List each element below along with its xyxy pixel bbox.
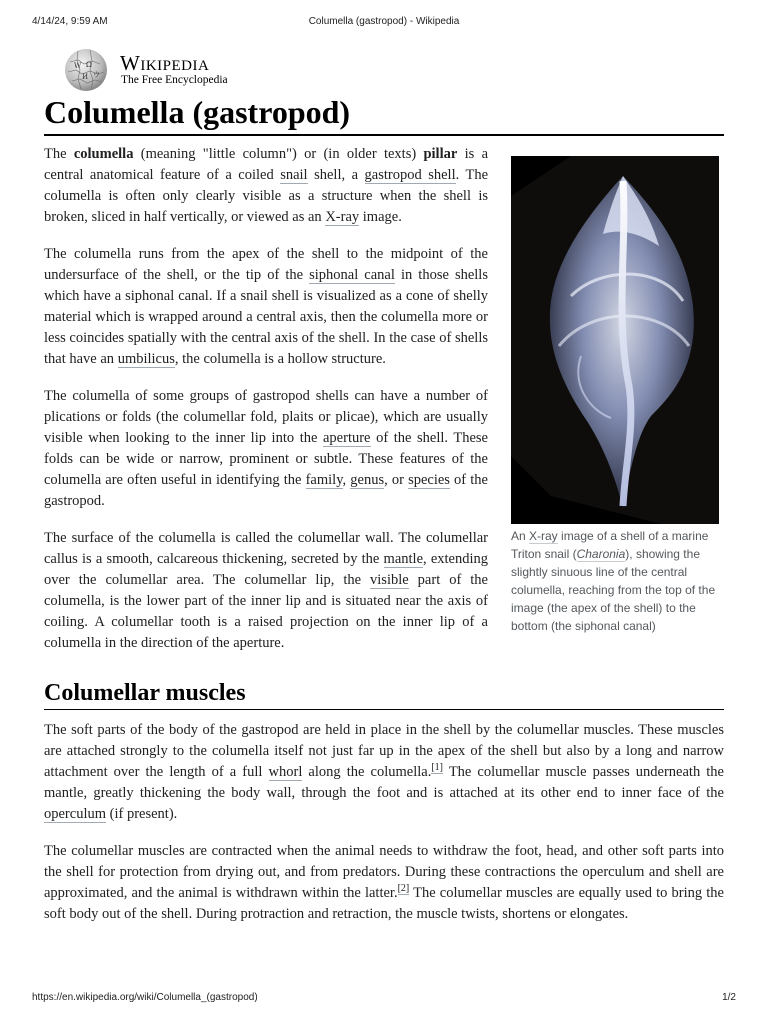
link-siphonal-canal[interactable]: siphonal canal <box>309 267 395 283</box>
wikipedia-wordmark: Wikipedia <box>120 51 210 75</box>
text: (if present). <box>106 806 178 822</box>
text: The surface of the columella is called the columellar wall. The columellar callus is a smooth, calcareous thickening, secreted by the <box>44 530 488 567</box>
wikipedia-globe-icon <box>62 46 110 94</box>
link-genus[interactable]: genus <box>350 472 385 488</box>
print-url: https://en.wikipedia.org/wiki/Columella_(gastropod) <box>32 992 258 1003</box>
bold-term-pillar: pillar <box>423 146 458 162</box>
link-family[interactable]: family <box>305 472 343 488</box>
paragraph-intro <box>44 144 488 228</box>
link-x-ray[interactable]: X-ray <box>325 209 360 225</box>
bold-term-columella: columella <box>73 146 134 162</box>
print-page-title: Columella (gastropod) - Wikipedia <box>308 16 460 27</box>
svg-text:Ω: Ω <box>86 61 92 69</box>
svg-text:ウ: ウ <box>93 71 100 79</box>
paragraph-apex <box>44 244 488 370</box>
svg-text:И: И <box>82 73 89 81</box>
link-species[interactable]: species <box>408 472 450 488</box>
link-aperture[interactable]: aperture <box>323 430 371 446</box>
paragraph-contraction <box>44 841 724 925</box>
text: is a central anatomical feature of a coiled <box>44 146 488 183</box>
text: The <box>44 146 74 162</box>
text: , or <box>384 472 409 488</box>
text: , extending over the columellar area. The columellar lip, the <box>44 551 488 588</box>
wikipedia-tagline: The Free Encyclopedia <box>121 74 228 86</box>
text: The soft parts of the body of the gastropod are held in place in the shell by the columellar muscles. These muscles are attached strongly to the columella itself not just far up in the apex of the shell but also by a long and narrow attachment over the length of a full <box>44 722 724 780</box>
text: The columella runs from the apex of the shell to the midpoint of the undersurface of the shell, or the tip of the <box>44 246 488 283</box>
paragraph-muscles <box>44 720 724 825</box>
muscles-section <box>44 720 724 925</box>
article-body-top <box>44 144 724 654</box>
text: image. <box>359 209 402 225</box>
page-title: Columella (gastropod) <box>44 92 724 136</box>
print-page-number: 1/2 <box>722 992 736 1003</box>
shell-xray-image[interactable] <box>511 156 719 524</box>
section-heading-columellar-muscles: Columellar muscles <box>44 678 724 710</box>
link-gastropod-shell[interactable]: gastropod shell <box>364 167 456 183</box>
text: ), showing the slightly sinuous line of the central columella, reaching from the top of the image (the apex of the shell) to the bottom (the siphonal canal) <box>511 547 716 633</box>
text: An <box>511 529 530 543</box>
text: image of a shell of a marine Triton snail ( <box>511 529 709 561</box>
ref-link-1[interactable]: [1] <box>431 762 443 774</box>
caption-link-charonia[interactable]: Charonia <box>576 547 626 561</box>
text: The columellar muscle passes underneath the mantle, greatly thickening the body wall, through the foot and is attached at its other end to inner face of the <box>44 764 724 801</box>
text: . The columella is often only clearly visible as a structure when the shell is broken, sliced in half vertically, or viewed as an <box>44 167 489 225</box>
text: of the shell. These folds can be wide or narrow, prominent or subtle. These features of the columella are often useful in identifying the <box>44 430 488 488</box>
text: (meaning "little column") or (in older texts) <box>133 146 424 162</box>
paragraph-surface <box>44 528 488 654</box>
paragraph-folds <box>44 386 488 512</box>
figure-caption <box>511 527 719 635</box>
link-snail[interactable]: snail <box>280 167 308 183</box>
shell-xray-figure <box>511 156 719 635</box>
ref-link-2[interactable]: [2] <box>397 883 410 895</box>
print-header <box>32 16 736 32</box>
link-operculum[interactable]: operculum <box>44 806 107 822</box>
reference-2 <box>398 883 410 895</box>
link-umbilicus[interactable]: umbilicus <box>117 351 175 367</box>
text: along the columella. <box>302 764 432 780</box>
text: , the columella is a hollow structure. <box>174 351 386 367</box>
caption-link-x-ray[interactable]: X-ray <box>529 529 558 543</box>
link-visible[interactable]: visible <box>370 572 409 588</box>
svg-text:W: W <box>74 62 82 70</box>
text: in those shells which have a siphonal canal. If a snail shell is visualized as a cone of shelly material which is wrapped around a central axis, then the columella more or less coincides spatially with the central axis of the shell. In the case of shells that have an <box>44 267 488 367</box>
text: of the gastropod. <box>44 472 488 509</box>
text: , <box>342 472 351 488</box>
text: The columellar muscles are equally used to bring the soft body out of the shell. During protraction and retraction, the muscle twists, shortens or elongates. <box>44 885 724 922</box>
print-footer <box>32 992 736 1006</box>
text: part of the columella, is the lower part of the inner lip and is situated near the axis of coiling. A columellar tooth is a raised projection on the inner lip of a columella in the direction of the aperture. <box>44 572 488 651</box>
article-content <box>44 92 724 941</box>
text: shell, a <box>307 167 365 183</box>
link-mantle[interactable]: mantle <box>383 551 424 567</box>
text: The columellar muscles are contracted when the animal needs to withdraw the foot, head, and other soft parts into the shell for protection from drying out, and from predators. During these contractions the operculum and shell are approximated, and the animal is withdrawn within the latter. <box>44 843 724 901</box>
reference-1 <box>431 762 443 774</box>
wikipedia-logo[interactable] <box>62 46 262 94</box>
intro-column <box>44 144 488 654</box>
print-date: 4/14/24, 9:59 AM <box>32 16 108 27</box>
link-whorl[interactable]: whorl <box>268 764 303 780</box>
text: The columella of some groups of gastropod shells can have a number of plications or folds (the columellar fold, plaits or plicae), which are usually visible when looking to the inner lip into the <box>44 388 488 446</box>
